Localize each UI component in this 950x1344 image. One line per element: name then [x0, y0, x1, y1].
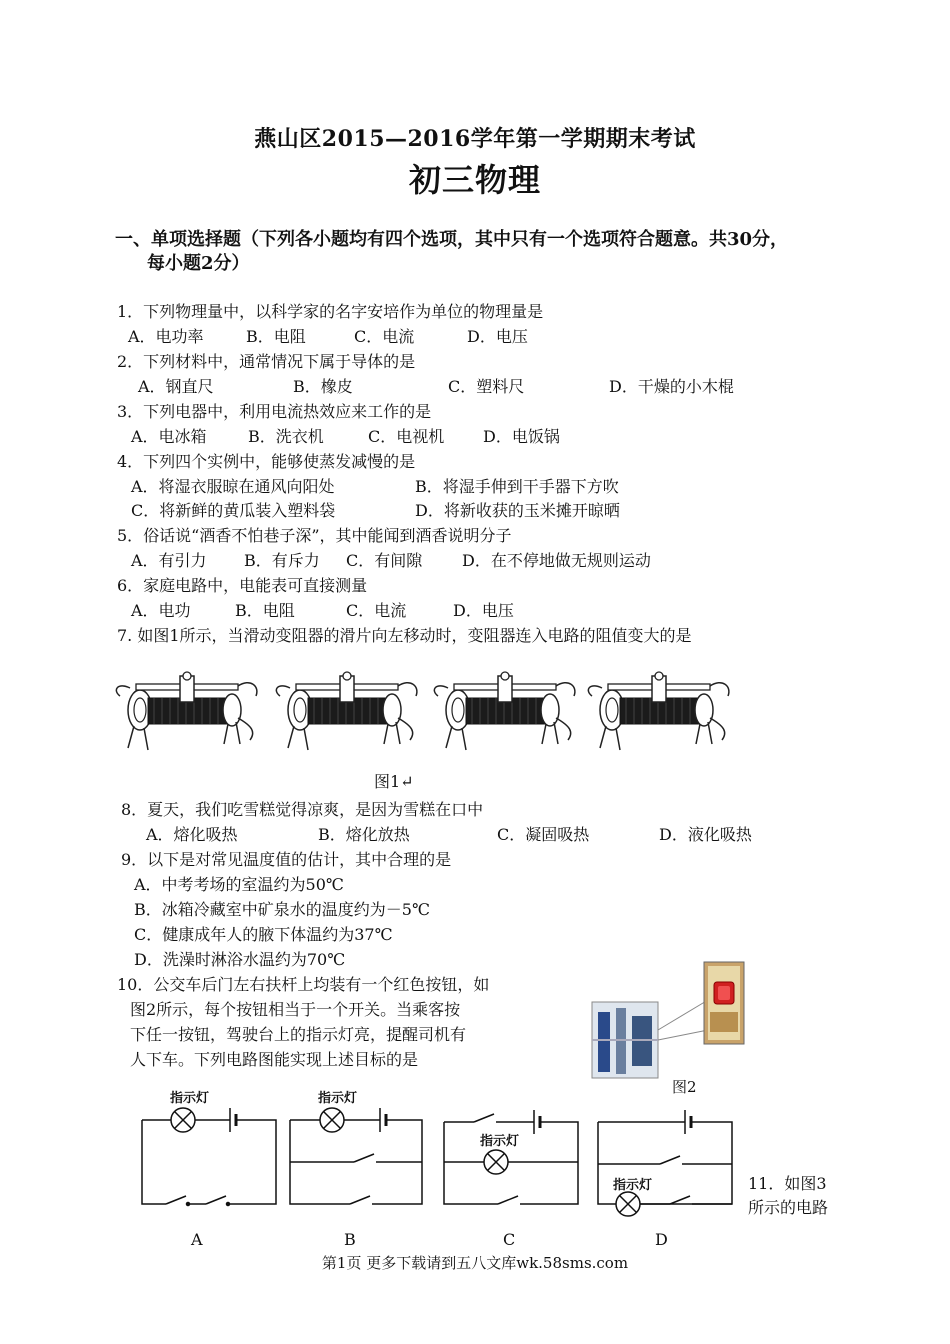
- figure-1-caption: 图1↵: [374, 772, 414, 791]
- q3-option-d: D．电饭锅: [483, 427, 560, 446]
- q9-option-b: B．冰箱冷藏室中矿泉水的温度约为－5℃: [134, 900, 430, 919]
- circuit-label-d: D: [655, 1230, 668, 1249]
- question-10-stem-3: 下任一按钮，驾驶台上的指示灯亮，提醒司机有: [130, 1025, 467, 1044]
- lamp-label-a: 指示灯: [170, 1091, 210, 1106]
- q2-option-d: D．干燥的小木棍: [609, 377, 734, 396]
- q4-option-b: B．将湿手伸到干手器下方吹: [415, 477, 619, 496]
- q4-option-d: D．将新收获的玉米摊开晾晒: [415, 501, 620, 520]
- section-heading: 一、单项选择题（下列各小题均有四个选项，其中只有一个选项符合题意。共30分，: [115, 229, 789, 250]
- q6-option-d: D．电压: [453, 601, 514, 620]
- q2-option-a: A．钢直尺: [138, 377, 214, 396]
- q8-option-a: A．熔化吸热: [146, 825, 238, 844]
- q5-option-a: A．有引力: [131, 551, 207, 570]
- circuit-label-b: B: [344, 1230, 356, 1249]
- q4-option-c: C．将新鲜的黄瓜装入塑料袋: [131, 501, 336, 520]
- question-5-stem: 5．俗话说“酒香不怕巷子深”，其中能闻到酒香说明分子: [117, 526, 512, 545]
- q3-option-b: B．洗衣机: [248, 427, 324, 446]
- question-10-stem-2: 图2所示，每个按钮相当于一个开关。当乘客按: [130, 1000, 461, 1019]
- circuit-label-c: C: [503, 1230, 516, 1249]
- lamp-label-b: 指示灯: [318, 1091, 358, 1106]
- q1-option-a: A．电功率: [128, 327, 204, 346]
- lamp-label-c: 指示灯: [480, 1134, 520, 1149]
- question-10-stem-1: 10．公交车后门左右扶杆上均装有一个红色按钮，如: [117, 975, 490, 994]
- q6-option-a: A．电功: [131, 601, 191, 620]
- section-heading-cont: 每小题2分）: [147, 253, 250, 274]
- question-2-stem: 2．下列材料中，通常情况下属于导体的是: [117, 352, 416, 371]
- question-3-stem: 3．下列电器中，利用电流热效应来工作的是: [117, 402, 432, 421]
- q9-option-d: D．洗澡时淋浴水温约为70℃: [134, 950, 346, 969]
- question-11-fragment-2: 所示的电路: [748, 1198, 829, 1217]
- q6-option-c: C．电流: [346, 601, 407, 620]
- q8-option-b: B．熔化放热: [318, 825, 410, 844]
- q5-option-b: B．有斥力: [244, 551, 320, 570]
- question-1-stem: 1．下列物理量中，以科学家的名字安培作为单位的物理量是: [117, 302, 544, 321]
- q2-option-b: B．橡皮: [293, 377, 353, 396]
- figure-2-photo: [590, 960, 750, 1080]
- q8-option-c: C．凝固吸热: [497, 825, 590, 844]
- question-4-stem: 4．下列四个实例中，能够使蒸发减慢的是: [117, 452, 416, 471]
- q8-option-d: D．液化吸热: [659, 825, 752, 844]
- q3-option-a: A．电冰箱: [131, 427, 207, 446]
- q9-option-a: A．中考考场的室温约为50℃: [134, 875, 344, 894]
- page-footer: 第1页 更多下载请到五八文库wk.58sms.com: [321, 1254, 629, 1272]
- question-11-fragment-1: 11．如图3: [748, 1174, 827, 1193]
- exam-title: 燕山区2015—2016学年第一学期期末考试: [254, 126, 696, 152]
- q5-option-d: D．在不停地做无规则运动: [462, 551, 651, 570]
- q6-option-b: B．电阻: [235, 601, 295, 620]
- subject-title: 初三物理: [408, 161, 541, 199]
- question-8-stem: 8．夏天，我们吃雪糕觉得凉爽，是因为雪糕在口中: [121, 800, 484, 819]
- question-10-stem-4: 人下车。下列电路图能实现上述目标的是: [130, 1050, 419, 1069]
- q5-option-c: C．有间隙: [346, 551, 423, 570]
- circuit-label-a: A: [191, 1230, 203, 1249]
- q2-option-c: C．塑料尺: [448, 377, 525, 396]
- lamp-label-d: 指示灯: [613, 1178, 653, 1193]
- q9-option-c: C．健康成年人的腋下体温约为37℃: [134, 925, 393, 944]
- circuit-diagrams: [130, 1082, 740, 1222]
- q3-option-c: C．电视机: [368, 427, 445, 446]
- q1-option-c: C．电流: [354, 327, 415, 346]
- question-7-stem: 7. 如图1所示，当滑动变阻器的滑片向左移动时，变阻器连入电路的阻值变大的是: [117, 626, 692, 645]
- q1-option-d: D．电压: [467, 327, 528, 346]
- figure-2-caption: 图2: [672, 1078, 697, 1096]
- question-6-stem: 6．家庭电路中，电能表可直接测量: [117, 576, 368, 595]
- q4-option-a: A．将湿衣服晾在通风向阳处: [131, 477, 335, 496]
- question-9-stem: 9．以下是对常见温度值的估计，其中合理的是: [121, 850, 452, 869]
- q1-option-b: B．电阻: [246, 327, 306, 346]
- figure-1-rheostats: [110, 660, 730, 755]
